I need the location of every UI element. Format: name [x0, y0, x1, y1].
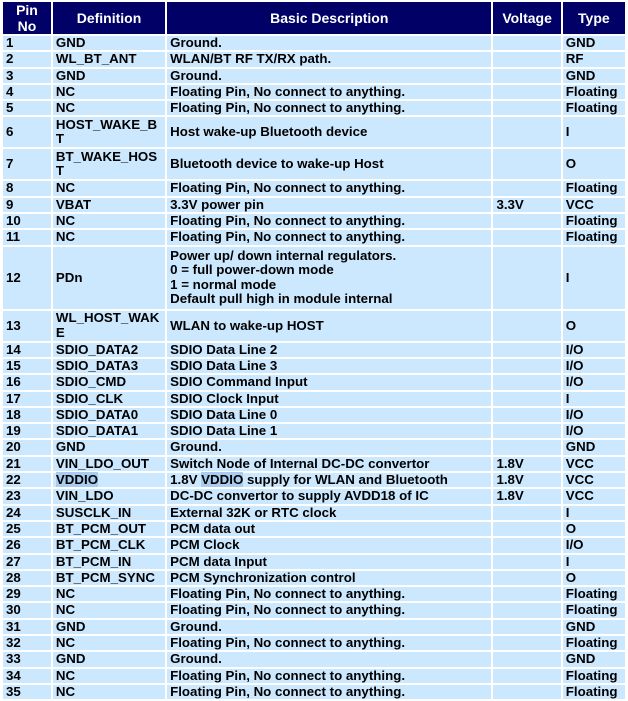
- type-cell: I/O: [563, 408, 625, 422]
- description-cell: [167, 440, 491, 454]
- voltage-cell: [493, 669, 560, 683]
- type-cell: Floating: [563, 214, 625, 228]
- pin-number-cell: 4: [3, 85, 51, 99]
- description-cell: [167, 652, 491, 666]
- description-cell: [167, 424, 491, 438]
- definition-text: NC: [55, 213, 76, 229]
- description-cell: [167, 117, 491, 147]
- definition-cell: [53, 652, 165, 666]
- definition-text: NC: [55, 667, 76, 683]
- description-line: DC-DC convertor to supply AVDD18 of IC: [170, 488, 429, 504]
- voltage-cell: [493, 311, 560, 341]
- description-cell: [167, 620, 491, 634]
- definition-cell: [53, 685, 165, 699]
- header-definition: Definition: [53, 2, 165, 34]
- description-line: SDIO Data Line 2: [170, 341, 278, 357]
- type-cell: Floating: [563, 587, 625, 601]
- definition-cell: [53, 636, 165, 650]
- type-cell: Floating: [563, 85, 625, 99]
- pin-number-cell: 12: [3, 247, 51, 309]
- definition-cell: [53, 101, 165, 115]
- definition-text: NC: [55, 180, 76, 196]
- table-row: [3, 636, 625, 650]
- voltage-cell: 1.8V: [493, 473, 560, 487]
- voltage-cell: [493, 555, 560, 569]
- voltage-cell: [493, 603, 560, 617]
- definition-cell: [53, 669, 165, 683]
- type-cell: I/O: [563, 359, 625, 373]
- pin-number-cell: 13: [3, 311, 51, 341]
- definition-text: SDIO_DATA0: [55, 406, 139, 422]
- description-cell: [167, 343, 491, 357]
- description-line: WLAN to wake-up HOST: [170, 317, 324, 333]
- definition-text: VBAT: [55, 196, 92, 212]
- voltage-cell: [493, 52, 560, 66]
- voltage-cell: [493, 343, 560, 357]
- definition-text: VIN_LDO: [55, 488, 114, 504]
- description-line: Floating Pin, No connect to anything.: [170, 602, 406, 618]
- definition-text: BT_PCM_SYNC: [55, 569, 155, 585]
- table-row: [3, 424, 625, 438]
- table-header-row: [3, 2, 625, 34]
- definition-text: BT_PCM_OUT: [55, 520, 147, 536]
- type-cell: I: [563, 506, 625, 520]
- description-line: 1.8V VDDIO supply for WLAN and Bluetooth: [170, 472, 448, 488]
- description-cell: [167, 522, 491, 536]
- header-voltage: Voltage: [493, 2, 560, 34]
- description-cell: [167, 603, 491, 617]
- definition-cell: [53, 149, 165, 179]
- description-cell: [167, 538, 491, 552]
- description-cell: [167, 506, 491, 520]
- definition-text: GND: [55, 35, 86, 50]
- description-line: SDIO Data Line 1: [170, 423, 278, 439]
- description-line: Floating Pin, No connect to anything.: [170, 635, 406, 651]
- description-line: Switch Node of Internal DC-DC convertor: [170, 455, 430, 471]
- table-row: [3, 473, 625, 487]
- pin-number-cell: 35: [3, 685, 51, 699]
- table-body: [3, 36, 625, 699]
- table-row: [3, 522, 625, 536]
- pin-number-cell: 29: [3, 587, 51, 601]
- definition-text: SUSCLK_IN: [55, 504, 132, 520]
- description-line: PCM data Input: [170, 553, 267, 569]
- definition-text: VDDIO: [55, 472, 99, 488]
- pin-number-cell: 6: [3, 117, 51, 147]
- voltage-cell: [493, 424, 560, 438]
- voltage-cell: [493, 69, 560, 83]
- description-line: Floating Pin, No connect to anything.: [170, 180, 406, 196]
- type-cell: Floating: [563, 669, 625, 683]
- description-line: Ground.: [170, 618, 222, 634]
- description-cell: [167, 669, 491, 683]
- description-line: PCM Clock: [170, 537, 240, 553]
- definition-text: HOST_WAKE_BT: [55, 117, 158, 147]
- table-row: [3, 555, 625, 569]
- table-row: [3, 69, 625, 83]
- voltage-cell: [493, 587, 560, 601]
- description-cell: [167, 69, 491, 83]
- definition-text: GND: [55, 618, 86, 634]
- pin-number-cell: 31: [3, 620, 51, 634]
- description-cell: [167, 247, 491, 309]
- definition-cell: [53, 571, 165, 585]
- definition-text: GND: [55, 651, 86, 667]
- description-line: Floating Pin, No connect to anything.: [170, 83, 406, 99]
- table-row: [3, 52, 625, 66]
- definition-text: SDIO_DATA1: [55, 423, 139, 439]
- definition-text: NC: [55, 229, 76, 245]
- description-line: Floating Pin, No connect to anything.: [170, 667, 406, 683]
- description-line: Ground.: [170, 67, 222, 83]
- pin-number-cell: 20: [3, 440, 51, 454]
- definition-cell: [53, 587, 165, 601]
- pin-number-cell: 27: [3, 555, 51, 569]
- voltage-cell: [493, 392, 560, 406]
- definition-text: GND: [55, 67, 86, 83]
- voltage-cell: [493, 181, 560, 195]
- description-line: Floating Pin, No connect to anything.: [170, 683, 406, 699]
- type-cell: Floating: [563, 181, 625, 195]
- type-cell: VCC: [563, 457, 625, 471]
- definition-text: BT_PCM_CLK: [55, 537, 146, 553]
- definition-cell: [53, 506, 165, 520]
- description-cell: [167, 181, 491, 195]
- pin-number-cell: 24: [3, 506, 51, 520]
- pin-number-cell: 10: [3, 214, 51, 228]
- type-cell: I: [563, 555, 625, 569]
- description-line: SDIO Clock Input: [170, 390, 279, 406]
- table-row: [3, 587, 625, 601]
- table-row: [3, 620, 625, 634]
- table-row: [3, 230, 625, 244]
- description-cell: [167, 473, 491, 487]
- definition-cell: [53, 198, 165, 212]
- pin-number-cell: 32: [3, 636, 51, 650]
- definition-cell: [53, 181, 165, 195]
- pin-definition-table: [1, 0, 627, 701]
- description-cell: [167, 214, 491, 228]
- description-line: WLAN/BT RF TX/RX path.: [170, 51, 332, 67]
- voltage-cell: [493, 149, 560, 179]
- definition-cell: [53, 522, 165, 536]
- description-line: Ground.: [170, 651, 222, 667]
- table-row: [3, 440, 625, 454]
- voltage-cell: [493, 214, 560, 228]
- voltage-cell: [493, 230, 560, 244]
- description-line: Power up/ down internal regulators.: [170, 248, 397, 264]
- voltage-cell: [493, 36, 560, 50]
- pin-number-cell: 3: [3, 69, 51, 83]
- table-row: [3, 181, 625, 195]
- type-cell: I/O: [563, 375, 625, 389]
- description-line: Floating Pin, No connect to anything.: [170, 229, 406, 245]
- table-row: [3, 538, 625, 552]
- table-row: [3, 198, 625, 212]
- description-cell: [167, 52, 491, 66]
- type-cell: VCC: [563, 473, 625, 487]
- table-row: [3, 214, 625, 228]
- voltage-cell: [493, 522, 560, 536]
- type-cell: GND: [563, 620, 625, 634]
- definition-text: SDIO_CLK: [55, 390, 124, 406]
- pin-number-cell: 16: [3, 375, 51, 389]
- voltage-cell: [493, 117, 560, 147]
- header-basic-description: Basic Description: [167, 2, 491, 34]
- table-row: [3, 247, 625, 309]
- description-line: 0 = full power-down mode: [170, 262, 334, 278]
- description-cell: [167, 408, 491, 422]
- table-row: [3, 489, 625, 503]
- header-type: Type: [563, 2, 625, 34]
- table-row: [3, 149, 625, 179]
- definition-cell: [53, 408, 165, 422]
- description-line: PCM Synchronization control: [170, 569, 356, 585]
- table-row: [3, 36, 625, 50]
- definition-cell: [53, 230, 165, 244]
- table-row: [3, 669, 625, 683]
- definition-cell: [53, 555, 165, 569]
- voltage-cell: [493, 375, 560, 389]
- pin-number-cell: 9: [3, 198, 51, 212]
- voltage-cell: [493, 538, 560, 552]
- description-line: PCM data out: [170, 520, 256, 536]
- type-cell: VCC: [563, 489, 625, 503]
- type-cell: GND: [563, 36, 625, 50]
- type-cell: I: [563, 117, 625, 147]
- pin-number-cell: 22: [3, 473, 51, 487]
- table-row: [3, 311, 625, 341]
- pin-number-cell: 17: [3, 392, 51, 406]
- type-cell: I: [563, 392, 625, 406]
- pin-number-cell: 5: [3, 101, 51, 115]
- pin-number-cell: 1: [3, 36, 51, 50]
- table-row: [3, 408, 625, 422]
- description-cell: [167, 375, 491, 389]
- type-cell: O: [563, 149, 625, 179]
- voltage-cell: [493, 506, 560, 520]
- voltage-cell: [493, 685, 560, 699]
- definition-text: NC: [55, 683, 76, 699]
- table-row: [3, 506, 625, 520]
- definition-cell: [53, 36, 165, 50]
- voltage-cell: [493, 620, 560, 634]
- definition-cell: [53, 538, 165, 552]
- description-cell: [167, 198, 491, 212]
- voltage-cell: [493, 636, 560, 650]
- definition-text: SDIO_CMD: [55, 374, 127, 390]
- description-line: External 32K or RTC clock: [170, 504, 337, 520]
- type-cell: VCC: [563, 198, 625, 212]
- description-line: Floating Pin, No connect to anything.: [170, 586, 406, 602]
- description-cell: [167, 392, 491, 406]
- voltage-cell: [493, 440, 560, 454]
- type-cell: Floating: [563, 636, 625, 650]
- type-cell: Floating: [563, 230, 625, 244]
- pin-number-cell: 11: [3, 230, 51, 244]
- pin-number-cell: 30: [3, 603, 51, 617]
- table-row: [3, 603, 625, 617]
- voltage-cell: [493, 652, 560, 666]
- pin-number-cell: 34: [3, 669, 51, 683]
- description-cell: [167, 230, 491, 244]
- definition-cell: [53, 375, 165, 389]
- definition-cell: [53, 440, 165, 454]
- description-cell: [167, 636, 491, 650]
- table-row: [3, 343, 625, 357]
- type-cell: Floating: [563, 603, 625, 617]
- definition-text: WL_HOST_WAKE: [55, 310, 160, 340]
- definition-text: NC: [55, 635, 76, 651]
- description-line: Floating Pin, No connect to anything.: [170, 100, 406, 116]
- pin-number-cell: 23: [3, 489, 51, 503]
- voltage-cell: 1.8V: [493, 489, 560, 503]
- description-line: Bluetooth device to wake-up Host: [170, 156, 384, 172]
- table-row: [3, 685, 625, 699]
- voltage-cell: 3.3V: [493, 198, 560, 212]
- pin-number-cell: 33: [3, 652, 51, 666]
- type-cell: GND: [563, 440, 625, 454]
- pin-number-cell: 15: [3, 359, 51, 373]
- pin-number-cell: 25: [3, 522, 51, 536]
- definition-cell: [53, 69, 165, 83]
- type-cell: GND: [563, 652, 625, 666]
- pin-number-cell: 7: [3, 149, 51, 179]
- voltage-cell: [493, 408, 560, 422]
- definition-cell: [53, 457, 165, 471]
- definition-text: NC: [55, 602, 76, 618]
- description-cell: [167, 359, 491, 373]
- description-line: Floating Pin, No connect to anything.: [170, 213, 406, 229]
- type-cell: I/O: [563, 424, 625, 438]
- definition-text: NC: [55, 83, 76, 99]
- definition-text: GND: [55, 439, 86, 455]
- description-cell: [167, 555, 491, 569]
- definition-text: NC: [55, 100, 76, 116]
- selected-text: VDDIO: [201, 472, 244, 488]
- pin-number-cell: 8: [3, 181, 51, 195]
- description-line: SDIO Data Line 0: [170, 406, 278, 422]
- pin-number-cell: 2: [3, 52, 51, 66]
- voltage-cell: [493, 101, 560, 115]
- description-line: SDIO Command Input: [170, 374, 308, 390]
- description-line: 1 = normal mode: [170, 276, 277, 292]
- pin-number-cell: 14: [3, 343, 51, 357]
- type-cell: O: [563, 522, 625, 536]
- table-row: [3, 652, 625, 666]
- definition-cell: [53, 52, 165, 66]
- table-row: [3, 457, 625, 471]
- type-cell: I/O: [563, 343, 625, 357]
- definition-cell: [53, 392, 165, 406]
- voltage-cell: [493, 85, 560, 99]
- description-cell: [167, 149, 491, 179]
- definition-text: WL_BT_ANT: [55, 51, 137, 67]
- pin-number-cell: 18: [3, 408, 51, 422]
- table-row: [3, 571, 625, 585]
- table-row: [3, 375, 625, 389]
- description-cell: [167, 489, 491, 503]
- description-cell: [167, 571, 491, 585]
- description-cell: [167, 85, 491, 99]
- description-line: Ground.: [170, 35, 222, 50]
- definition-cell: [53, 359, 165, 373]
- type-cell: I: [563, 247, 625, 309]
- definition-text: PDn: [55, 269, 83, 285]
- pin-number-cell: 28: [3, 571, 51, 585]
- definition-text: NC: [55, 586, 76, 602]
- description-cell: [167, 36, 491, 50]
- type-cell: GND: [563, 69, 625, 83]
- definition-text: SDIO_DATA3: [55, 357, 139, 373]
- description-cell: [167, 457, 491, 471]
- definition-text: SDIO_DATA2: [55, 341, 139, 357]
- description-cell: [167, 311, 491, 341]
- table-row: [3, 359, 625, 373]
- definition-cell: [53, 424, 165, 438]
- description-line: SDIO Data Line 3: [170, 357, 278, 373]
- definition-cell: [53, 117, 165, 147]
- definition-text: BT_WAKE_HOST: [55, 149, 158, 179]
- pin-number-cell: 21: [3, 457, 51, 471]
- pin-number-cell: 19: [3, 424, 51, 438]
- definition-cell: [53, 247, 165, 309]
- definition-cell: [53, 603, 165, 617]
- type-cell: Floating: [563, 101, 625, 115]
- table-row: [3, 392, 625, 406]
- description-cell: [167, 685, 491, 699]
- pin-number-cell: 26: [3, 538, 51, 552]
- description-cell: [167, 101, 491, 115]
- voltage-cell: [493, 359, 560, 373]
- type-cell: O: [563, 571, 625, 585]
- voltage-cell: 1.8V: [493, 457, 560, 471]
- description-line: Default pull high in module internal: [170, 290, 393, 306]
- definition-cell: [53, 85, 165, 99]
- definition-cell: [53, 489, 165, 503]
- table-row: [3, 85, 625, 99]
- type-cell: Floating: [563, 685, 625, 699]
- header-pin-no: Pin No: [3, 2, 51, 34]
- table-row: [3, 117, 625, 147]
- voltage-cell: [493, 571, 560, 585]
- definition-cell: [53, 473, 165, 487]
- definition-cell: [53, 214, 165, 228]
- type-cell: O: [563, 311, 625, 341]
- definition-cell: [53, 311, 165, 341]
- description-cell: [167, 587, 491, 601]
- definition-text: BT_PCM_IN: [55, 553, 132, 569]
- description-line: Host wake-up Bluetooth device: [170, 124, 368, 140]
- type-cell: I/O: [563, 538, 625, 552]
- description-line: Ground.: [170, 439, 222, 455]
- table-row: [3, 101, 625, 115]
- definition-cell: [53, 620, 165, 634]
- voltage-cell: [493, 247, 560, 309]
- definition-text: VIN_LDO_OUT: [55, 455, 150, 471]
- definition-cell: [53, 343, 165, 357]
- description-line: 3.3V power pin: [170, 196, 264, 212]
- type-cell: RF: [563, 52, 625, 66]
